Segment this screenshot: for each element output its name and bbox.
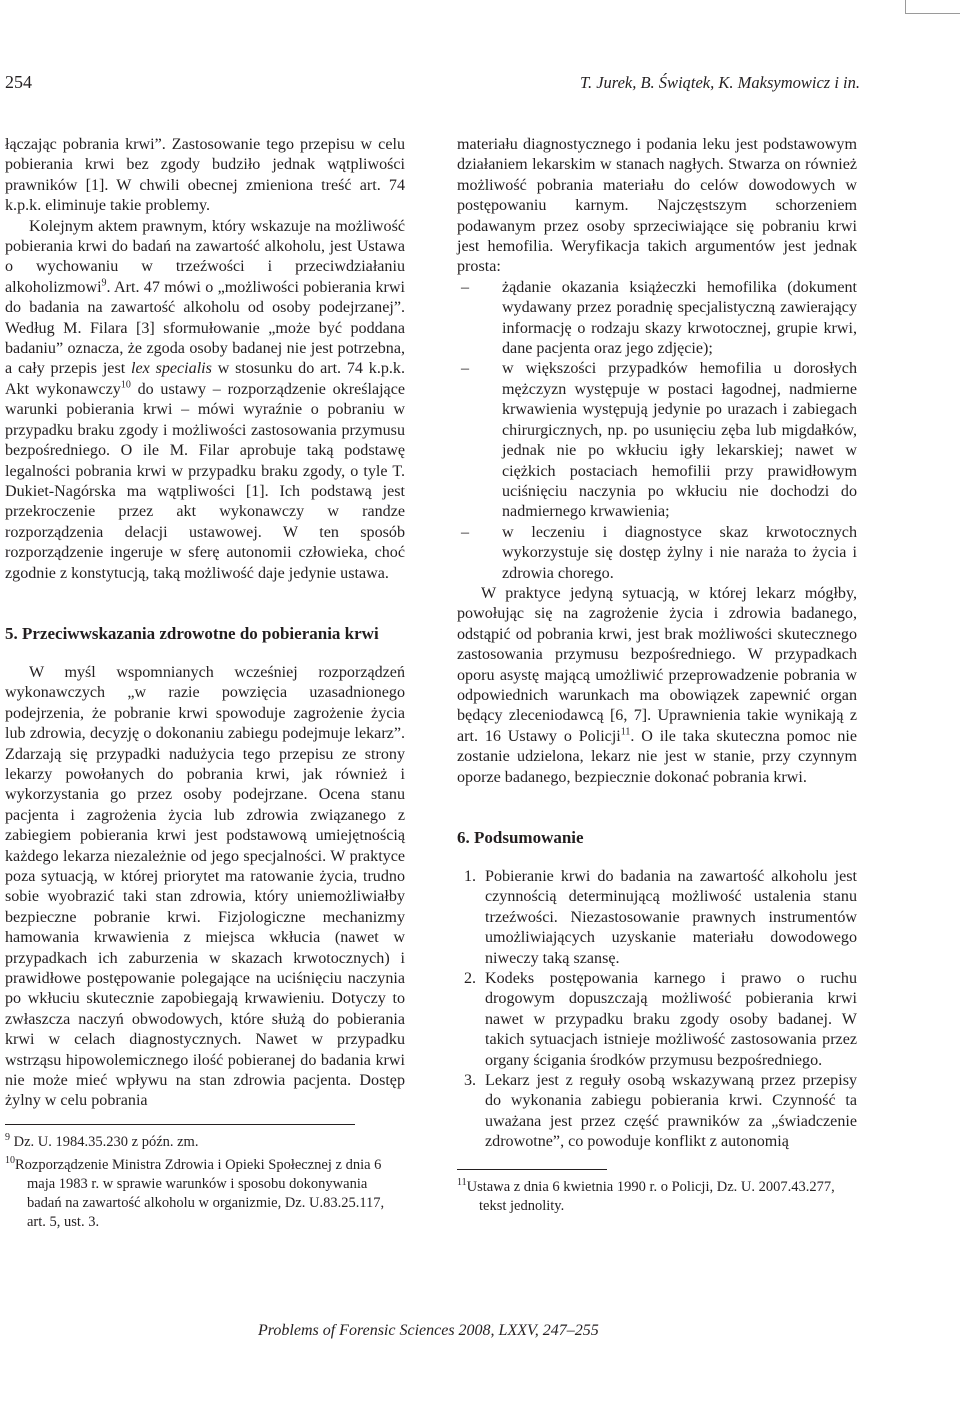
list-item (457, 867, 857, 969)
list-item (457, 278, 857, 360)
list-number: 2. (464, 970, 477, 988)
text-run: do ustawy – rozporządzenie określające warunki pobierania krwi – mówi wyraźnie o pobraniu w przypadku braku zgody i możliwości zastosowania przymusu bezpośredniego. O ile M. Filar aprobuje taką podstawę legalności pobrania krwi w przypadku braku zgody, o tyle T. Dukiet-Nagórska ma wątpliwości [1]. Ich podstawą jest przekroczenie przez akt wykonawczy w randze rozporządzenia delacji ustawowej. W ten sposób rozporządzenie ingeruje w sferę autonomii człowieka, choć zgodnie z konstytucją, taką możliwość daje jedynie ustawa. (5, 380, 405, 582)
italic-term: lex specialis (131, 360, 212, 378)
list-item (457, 969, 857, 1071)
dash-bullet: – (461, 278, 470, 296)
running-head-authors: T. Jurek, B. Świątek, K. Maksymowicz i in. (580, 73, 860, 92)
footnote-ref: 9 (101, 277, 107, 289)
text-run: w stosunku do art. 74 k.p.k. Akt wykonawczy (5, 360, 405, 398)
text-run: Kolejnym aktem prawnym, który wskazuje na możliwość pobierania krwi do badań na zawartość alkoholu, jest Ustawa o wychowaniu w trzeźwości i przeciwdziałaniu alkoholizmowi (5, 217, 405, 296)
list-item (457, 359, 857, 522)
footnote-text: Dz. U. 1984.35.230 z późn. zm. (13, 1133, 199, 1150)
footnote (5, 1156, 405, 1232)
page-number: 254 (5, 72, 32, 92)
footnote-mark: 11 (457, 1176, 467, 1188)
left-column (5, 135, 405, 1232)
section-heading: 5. Przeciwwskazania zdrowotne do pobierania krwi (5, 623, 379, 643)
footnote-ref: 11 (620, 726, 631, 738)
corner-box (905, 0, 960, 14)
list-item-text: w leczeniu i diagnostyce skaz krwotocznych wykorzystuje się dostęp żylny i nie naraża to życia i zdrowia chorego. (502, 523, 857, 582)
list-item-text: w większości przypadków hemofilia u dorosłych mężczyzn występuje w postaci łagodnej, nadmierne krwawienia występują jedynie po urazach i zabiegach chirurgicznych, np. po usunięciu zęba lub migdałków, jednak nie po wkłuciu igły lekarskiej; nawet w ciężkich postaciach hemofilii przy prawidłowym uciśnięciu naczynia po wkłuciu nie dochodzi do nadmiernego krwawienia; (502, 360, 857, 521)
footnote-text: Rozporządzenie Ministra Zdrowia i Opieki Społecznej z dnia 6 maja 1983 r. w sprawie warunków i sposobu dokonywania badań na zawartość alkoholu w organizmie, Dz. U.83.25.117, art. 5, ust. 3. (15, 1156, 385, 1230)
footnote-mark: 9 (5, 1132, 10, 1144)
text-run: W praktyce jedyną sytuacją, w której lekarz mógłby, powołując się na zagrożenie życia i zdrowia badanego, odstąpić od pobrania krwi, jest brak możliwości skutecznego zastosowania przymusu bezpośredniego. W przypadkach oporu asystę mającą umożliwić przeprowadzenie pobrania w odpowiednich warunkach ma obowiązek zapewnić organ będący zleceniodawcą [6, 7]. Uprawnienia takie wynikają z art. 16 Ustawy o Policji (457, 584, 857, 745)
paragraph: materiału diagnostycznego i podania leku jest podstawowym działaniem lekarskim w stanach nagłych. Stwarza on również możliwość pobrania materiału do celów dowodowych w postępowaniu karnym. Najczęstszym schorzeniem podawanym przez osoby sprzeciwiające się pobraniu krwi jest hemofilia. Weryfikacja takich argumentów jest jednak prosta: (457, 136, 857, 276)
footnote (457, 1178, 857, 1216)
summary-list (457, 867, 857, 1153)
footnote-mark: 10 (5, 1155, 15, 1167)
list-item-text: żądanie okazania książeczki hemofilika (dokument wydawany przez poradnię specjalistyczną zawierający informację o rodzaju skazy krwotocznej, grupie krwi, dane pacjenta oraz jego zdjęcie); (502, 278, 857, 358)
journal-footer: Problems of Forensic Sciences 2008, LXXV, 247–255 (258, 1322, 599, 1339)
list-item (457, 1071, 857, 1153)
footnote-text: Ustawa z dnia 6 kwietnia 1990 r. o Policji, Dz. U. 2007.43.277, tekst jednolity. (466, 1178, 835, 1214)
text-run: . O ile taka skuteczna pomoc nie zostanie udzielona, lekarz nie jest w stanie, przy czynnym oporze badanego, bezpiecznie dokonać pobrania krwi. (457, 727, 857, 786)
page-header (5, 72, 860, 98)
list-number: 3. (464, 1072, 477, 1090)
dash-list (457, 278, 857, 584)
paragraph (457, 584, 857, 788)
paragraph (5, 217, 405, 584)
footnote-ref: 10 (120, 379, 131, 391)
list-item-text: Pobieranie krwi do badania na zawartość alkoholu jest czynnością determinującą możliwość ustalenia stanu trzeźwości. Niezastosowanie prawnych instrumentów umożliwiających uzyskanie materiału dowodowego niweczy taką szansę. (485, 868, 857, 967)
text-run: . Art. 47 mówi o „możliwości pobierania krwi do badania na zawartość alkoholu od osoby podejrzanej”. Według M. Filara [3] sformułowanie „może być poddana badaniu” oznacza, że zgoda osoby badanej nie jest potrzebna, a cały przepis jest (5, 278, 405, 378)
footnote (5, 1133, 405, 1152)
paragraph: łączając pobrania krwi”. Zastosowanie tego przepisu w celu pobierania krwi bez zgody budziło jednak wątpliwości prawników [1]. W chwili obecnej zmieniona treść art. 74 k.p.k. eliminuje takie problemy. (5, 136, 405, 215)
list-number: 1. (464, 868, 477, 885)
dash-bullet: – (461, 360, 470, 378)
list-item-text: Lekarz jest z reguły osobą wskazywaną przez przepisy do wykonania zabiegu pobierania krwi. Czynność ta uważana jest przez część prawników za „świadczenie zdrowotne”, co powoduje konflikt z autonomią (485, 1072, 857, 1151)
list-item-text: Kodeks postępowania karnego i prawo o ruchu drogowym dopuszczają możliwość pobierania krwi nawet w przypadku braku zgody osoby badanej. W takich sytuacjach istnieje możliwość zastosowania przez organy ścigania środków przymusu bezpośredniego. (485, 970, 857, 1069)
dash-bullet: – (461, 523, 470, 541)
section-heading: 6. Podsumowanie (457, 828, 584, 847)
list-item (457, 523, 857, 584)
right-column (457, 135, 857, 1216)
paragraph: W myśl wspomnianych wcześniej rozporządzeń wykonawczych „w razie powzięcia uzasadnionego podejrzenia, że pobranie krwi spowoduje zagrożenie życia lub zdrowia, decyzję o dokonaniu zabiegu podejmuje lekarz”. Zdarzają się przypadki nadużycia tego przepisu ze strony lekarzy powołanych do pobrania krwi, jak również i wykorzystania go przez osoby podejrzane. Ocena stanu pacjenta i zagrożenia życia lub zdrowia związanego z zabiegiem pobierania krwi jest podstawową umiejętnością każdego lekarza niezależnie od jego specjalności. W praktyce poza sytuacją, w której priorytet ma ratowanie życia, trudno sobie wyobrazić taki stan zdrowia, który uniemożliwiałby bezpieczne pobranie krwi. Fizjologiczne mechanizmy hamowania krwawienia z miejsca wkłucia (nawet w przypadkach ich zaburzenia w skazach krwotocznych) i prawidłowe postępowanie polegające na uciśnięciu naczynia po wkłuciu skutecznie zapobiegają krwawieniu. Dotyczy to zwłaszcza naczyń obwodowych, które służą do pobierania krwi w celach diagnostycznych. Nawet w przypadku wstrząsu hipowolemicznego ilość pobieranej do badania krwi nie może mieć wpływu na stan zdrowia pacjenta. Dostęp żylny w celu pobrania (5, 663, 405, 1110)
